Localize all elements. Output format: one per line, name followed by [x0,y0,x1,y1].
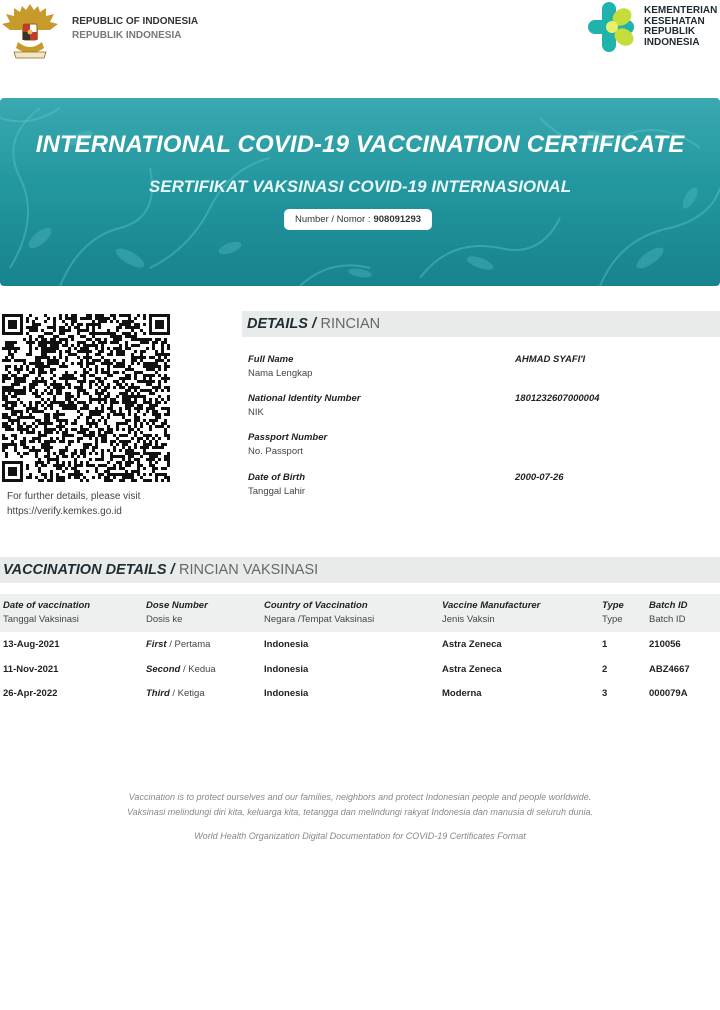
dose-id: / Pertama [169,639,211,650]
column-header-batch [649,600,688,625]
cell-manufacturer: Astra Zeneca [442,639,502,650]
field-label: Passport Number [248,432,328,443]
field-sublabel: Nama Lengkap [248,368,313,379]
vaccination-details-header [0,557,720,583]
footer-message-id: Vaksinasi melindungi diri kita, keluarga kita, tetangga dan melindungi rakyat Indonesia dan manusia di seluruh dunia. [127,807,593,817]
footer-who-note: World Health Organization Digital Documentation for COVID-19 Certificates Format [194,831,526,841]
cell-type: 1 [602,639,608,650]
cell-batch: 000079A [649,688,688,699]
cell-manufacturer: Astra Zeneca [442,664,502,675]
cell-country: Indonesia [264,639,309,650]
cell-date: 13-Aug-2021 [3,639,60,650]
field-label: Full Name [248,354,294,365]
field-sublabel: No. Passport [248,446,303,457]
qr-code[interactable] [2,314,170,484]
cell-country: Indonesia [264,688,309,699]
column-header-manufacturer [442,600,540,625]
column-label: Dose Number [146,600,208,611]
cell-batch: ABZ4667 [649,664,690,675]
table-row [0,639,720,653]
cell-type: 3 [602,688,608,699]
column-label: Vaccine Manufacturer [442,600,541,611]
ministry-line: INDONESIA [644,36,700,48]
cell-manufacturer: Moderna [442,688,482,699]
cell-type: 2 [602,664,608,675]
column-header-type [602,600,624,625]
verify-link[interactable]: https://verify.kemkes.go.id [7,506,122,517]
table-row [0,664,720,678]
kemenkes-logo-icon [586,0,638,54]
vaccination-subtitle: RINCIAN VAKSINASI [179,562,319,578]
column-sublabel: Jenis Vaksin [442,614,495,625]
field-passport [248,432,327,457]
column-label: Batch ID [649,600,688,611]
column-header-dose [146,600,208,625]
field-label: National Identity Number [248,393,361,404]
cell-date: 11-Nov-2021 [3,664,59,675]
column-sublabel: Dosis ke [146,614,183,625]
certificate-number-badge [284,209,432,230]
details-header [242,311,720,337]
field-label: Date of Birth [248,472,305,483]
field-date-of-birth [248,472,305,497]
column-label: Country of Vaccination [264,600,368,611]
verify-line: For further details, please visit [7,491,141,502]
column-header-date [3,600,90,625]
table-row [0,688,720,702]
field-sublabel: Tanggal Lahir [248,486,306,497]
ministry-line: KEMENTERIAN [644,5,718,16]
details-subtitle: RINCIAN [320,316,381,332]
cell-date: 26-Apr-2022 [3,688,58,699]
cell-dose [146,688,205,699]
field-nik [248,393,360,418]
column-label: Date of vaccination [3,600,91,611]
date-of-birth-value: 2000-07-26 [515,472,564,483]
field-sublabel: NIK [248,407,264,418]
certificate-title-en: INTERNATIONAL COVID-19 VACCINATION CERTIFICATE [35,131,685,158]
nik-value: 1801232607000004 [515,393,600,404]
dose-en: First [146,639,167,650]
field-full-name [248,354,312,379]
ministry-line: REPUBLIK [644,26,696,37]
garuda-emblem-icon [0,0,60,62]
certificate-title-id: SERTIFIKAT VAKSINASI COVID-19 INTERNASIONAL [148,177,572,196]
column-sublabel: Type [602,614,623,625]
vaccination-title: VACCINATION DETAILS / [3,562,175,578]
cell-country: Indonesia [264,664,309,675]
cell-dose [146,639,210,650]
certificate-number-label: Number / Nomor : [294,214,371,225]
dose-id: / Kedua [182,664,216,675]
cell-batch: 210056 [649,639,681,650]
details-title: DETAILS / [247,316,317,332]
column-sublabel: Batch ID [649,614,686,625]
ministry-line: KESEHATAN [644,15,705,27]
dose-id: / Ketiga [172,688,205,699]
ministry-name [644,6,717,48]
certificate-banner [0,98,720,286]
column-sublabel: Tanggal Vaksinasi [3,614,79,625]
footer-message-en: Vaccination is to protect ourselves and our families, neighbors and protect Indonesian people and people worldwide. [128,792,592,802]
cell-dose [146,664,216,675]
verify-text [7,489,140,519]
full-name-value: AHMAD SYAFI'I [515,354,586,365]
country-name-id: REPUBLIK INDONESIA [72,30,182,41]
dose-en: Third [146,688,170,699]
country-name-en: REPUBLIC OF INDONESIA [72,16,199,27]
dose-en: Second [146,664,181,675]
column-header-country [264,600,374,625]
column-sublabel: Negara /Tempat Vaksinasi [264,614,375,625]
column-label: Type [602,600,624,611]
certificate-number-value: 908091293 [373,214,422,225]
